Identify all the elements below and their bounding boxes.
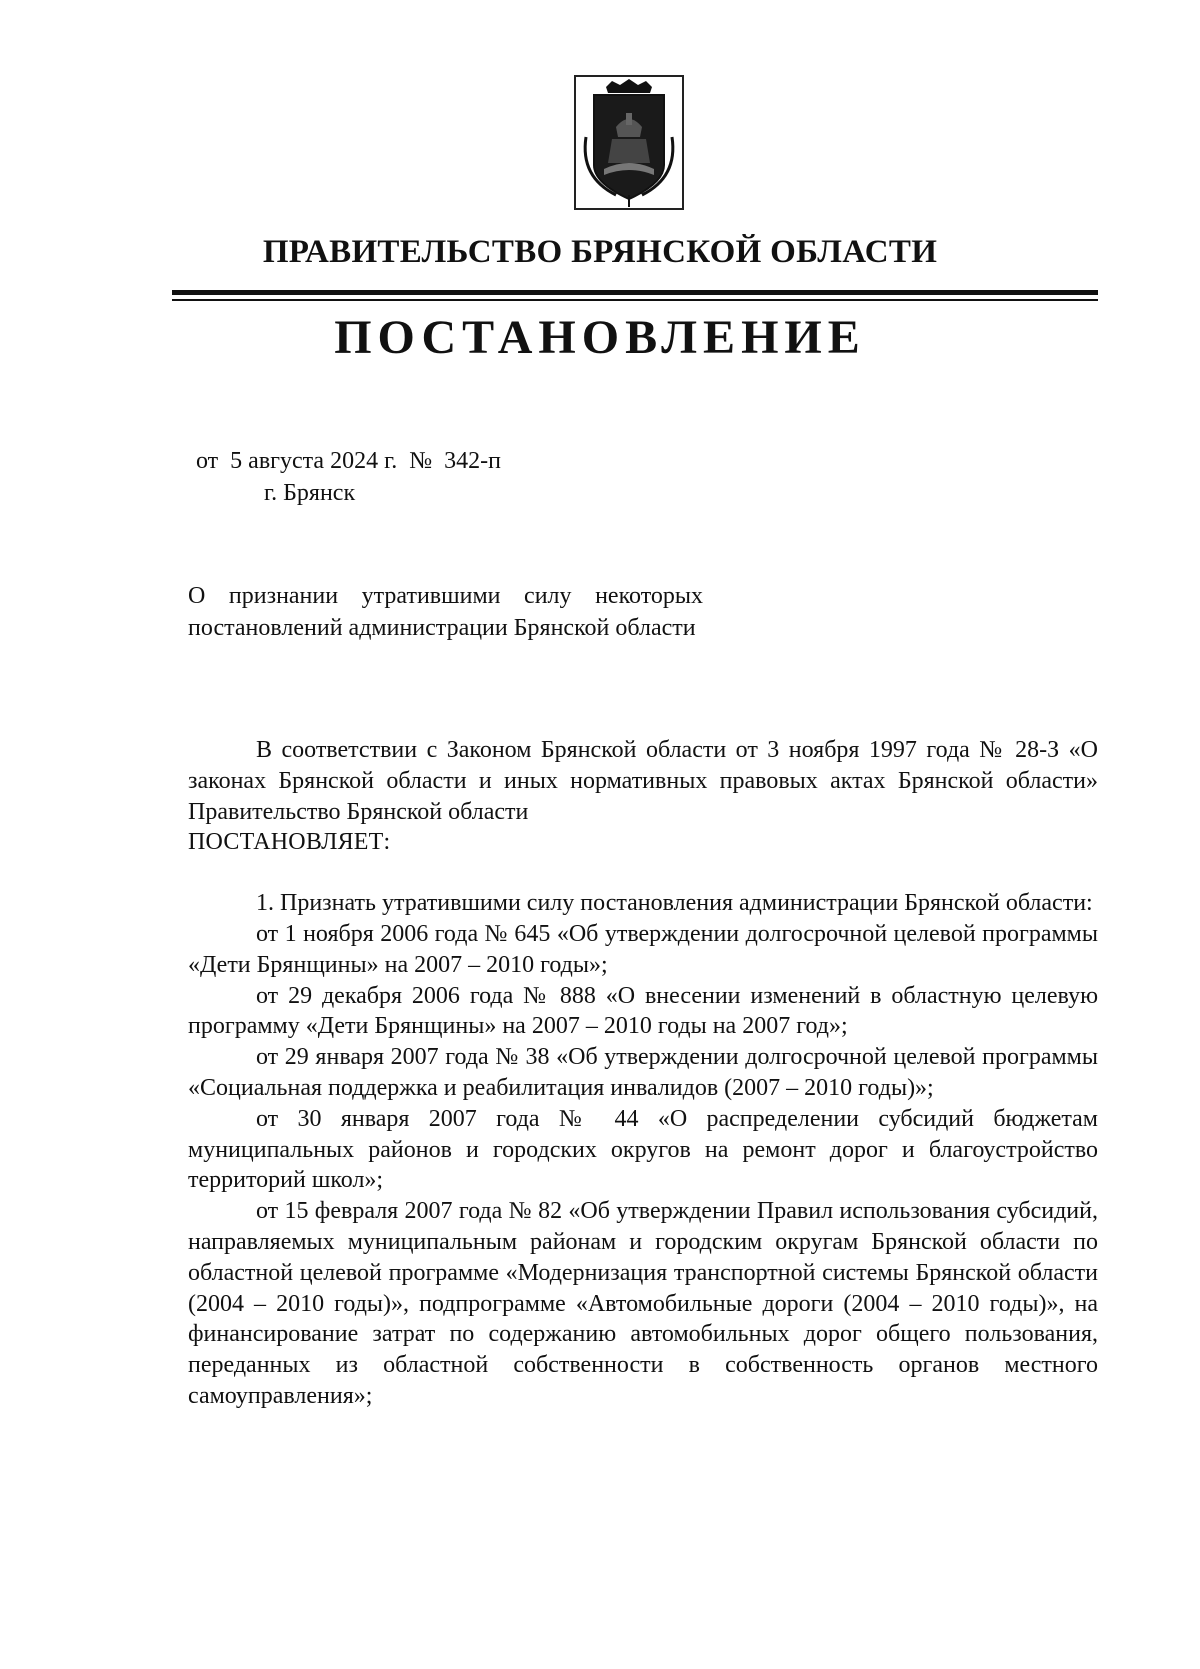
repealed-act-item: от 15 февраля 2007 года № 82 «Об утверждении Правил использования субсидий, направляемых муниципальным районам и городским округам Брянской области по областной целевой программе «Модернизация транспортной системы Брянской области (2004 – 2010 годы)», подпрограмме «Автомобильные дороги (2004 – 2010 годы)», на финансирование затрат по содержанию автомобильных дорог общего пользования, переданных из областной собственности в собственность органов местного самоуправления»; xyxy=(188,1198,1098,1409)
document-type-title: ПОСТАНОВЛЕНИЕ xyxy=(334,311,866,364)
city-line: г. Брянск xyxy=(264,480,356,506)
header-rule-thin xyxy=(172,299,1098,301)
document-meta xyxy=(196,445,501,509)
date-number-line: от 5 августа 2024 г. № 342-п xyxy=(196,448,501,474)
repealed-act-item: от 1 ноября 2006 года № 645 «Об утверждении долгосрочной целевой программы «Дети Брянщины» на 2007 – 2010 годы»; xyxy=(188,920,1098,978)
emblem-graphic xyxy=(576,77,682,208)
preamble-paragraph: В соответствии с Законом Брянской области от 3 ноября 1997 года № 28-З «О законах Брянской области и иных нормативных правовых актах Брянской области» Правительство Брянской области xyxy=(188,737,1098,825)
document-body xyxy=(188,735,1098,1412)
government-title: ПРАВИТЕЛЬСТВО БРЯНСКОЙ ОБЛАСТИ xyxy=(262,234,938,270)
repealed-act-item: от 30 января 2007 года № 44 «О распределении субсидий бюджетам муниципальных районов и городских округов на ремонт дорог и благоустройство территорий школ»; xyxy=(188,1105,1098,1194)
item-1-intro: 1. Признать утратившими силу постановления администрации Брянской области: xyxy=(256,890,1093,917)
repealed-act-item: от 29 декабря 2006 года № 888 «О внесении изменений в областную целевую программу «Дети Брянщины» на 2007 – 2010 годы на 2007 год»; xyxy=(188,982,1098,1040)
repealed-act-item: от 29 января 2007 года № 38 «Об утверждении долгосрочной целевой программы «Социальная поддержка и реабилитация инвалидов (2007 – 2010 годы)»; xyxy=(188,1044,1098,1101)
header-rule-thick xyxy=(172,290,1098,295)
document-subject: О признании утратившими силу некоторых постановлений администрации Брянской области xyxy=(188,583,703,641)
decree-word: ПОСТАНОВЛЯЕТ: xyxy=(188,829,391,856)
coat-of-arms-icon xyxy=(574,75,684,210)
